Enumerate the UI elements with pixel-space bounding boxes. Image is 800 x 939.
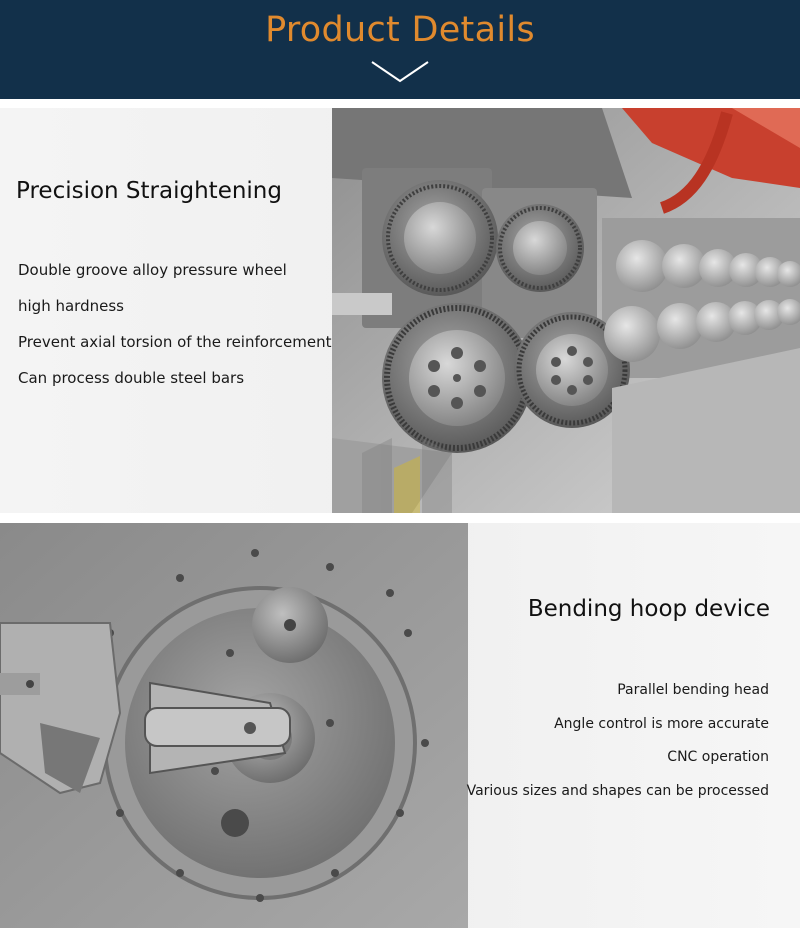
feature-list	[467, 680, 769, 814]
section-title: Bending hoop device	[527, 596, 770, 622]
feature-item: CNC operation	[667, 749, 769, 765]
straightening-section	[0, 108, 800, 513]
feature-item: Parallel bending head	[617, 682, 769, 698]
feature-item: Prevent axial torsion of the reinforcement	[18, 333, 332, 351]
divider	[0, 928, 800, 939]
feature-item: high hardness	[18, 297, 124, 315]
chevron-down-icon	[370, 60, 430, 84]
feature-item: Can process double steel bars	[18, 369, 245, 387]
feature-item: Various sizes and shapes can be processed	[466, 782, 769, 799]
feature-item: Double groove alloy pressure wheel	[18, 261, 287, 279]
page-header	[0, 0, 800, 99]
straightening-rollers-photo	[332, 108, 800, 513]
bending-section	[0, 523, 800, 928]
section-title: Precision Straightening	[16, 178, 282, 204]
page-title: Product Details	[265, 10, 535, 50]
divider	[0, 99, 800, 108]
divider	[0, 513, 800, 523]
feature-item: Angle control is more accurate	[554, 715, 769, 732]
bending-head-photo	[0, 523, 468, 928]
feature-list	[18, 258, 331, 402]
